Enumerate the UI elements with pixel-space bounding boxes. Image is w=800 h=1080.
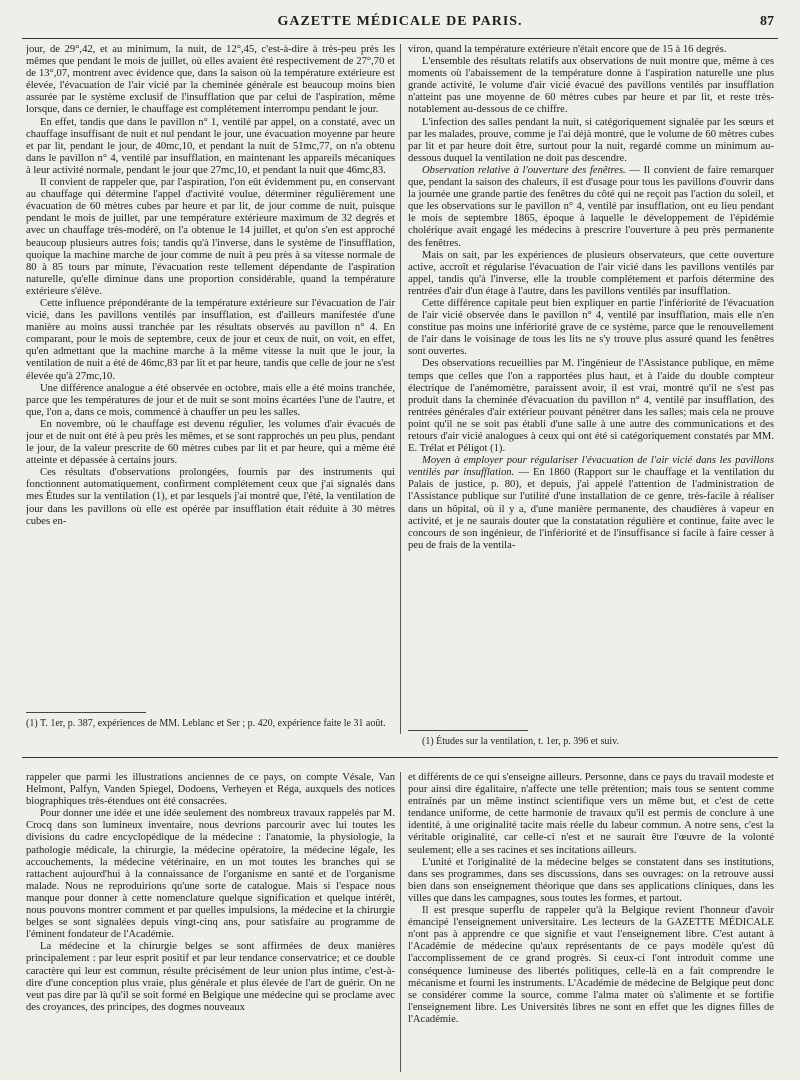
paragraph: Des observations recueillies par M. l'ingénieur de l'Assistance publique, en même temps que celles que l'on a rapportées plus haut, et à l'aide du double compteur électrique de l'anémomètre, paraissent avoir, il est vrai, montré qu'il ne s'est pas produit dans la cheminée d'évacuation du pavillon n° 4, ventilé par insufflation, des rentrées générales d'air extérieur pouvant pénétrer dans les salles; mais cela ne prouve point qu'il ne se soit pas établi d'une salle à une autre des communications et des retours d'air vicié analogues à ceux qui ont été si catégoriquement constatés par MM. E. Trélat et Péligot (1).	[408, 358, 774, 455]
column-left-top	[26, 44, 395, 704]
paragraph: En novembre, où le chauffage est devenu régulier, les volumes d'air évacués de jour et de nuit ont été à peu près les mêmes, et se sont rapprochés un peu plus, pendant le jour, de la valeur prescrite de 60 mètres cubes par lit et par heure, qui a même été atteinte et dépassée à certains jours.	[26, 418, 395, 467]
paragraph-text: — En 1860 (Rapport sur le chauffage et la ventilation du Palais de justice, p. 80), et depuis, j'ai appelé l'attention de l'administration de l'Assistance publique sur l'utilité d'une installation de ce genre, très-facile à réaliser dans un hôpital, où il y a, d'une manière permanente, des chaudières à vapeur en activité, et je ne saurais douter que la constatation régulière et continue, faite avec le concours de son ingénieur, de l'infériorité et de l'insuffisance si facile à faire cesser à peu de frais de la ventila-	[408, 467, 774, 551]
footnote-left: (1) T. 1er, p. 387, expériences de MM. Leblanc et Ser ; p. 420, expérience faite le 31 août.	[26, 718, 386, 729]
paragraph: Pour donner une idée et une idée seulement des nombreux travaux rappelés par M. Crocq dans son lumineux inventaire, nous devrions parcourir avec lui toutes les divisions du cadre encyclopédique de la médecine : l'anatomie, la physiologie, la pathologie médicale, la chirurgie, la médecine opératoire, la médecine légale, les accouchements, la médecine vétérinaire, en un mot toutes les branches qui se rattachent aujourd'hui à la connaissance de l'organisme en santé et de l'organisme malade. Nous ne reproduirions qu'une sorte de catalogue. Mais si l'espace nous manque pour donner à cette nomenclature quelque signification et quelque intérêt, nous pouvons montrer comment et par quelles impulsions, la médecine et la chirurgie belges se sont signalées depuis vingt-cinq ans, pour satisfaire au programme de l'éminent fondateur de l'Académie.	[26, 808, 395, 941]
running-title: GAZETTE MÉDICALE DE PARIS.	[277, 14, 523, 29]
paragraph: viron, quand la température extérieure n'était encore que de 15 à 16 degrés.	[408, 44, 727, 55]
footnote-right: (1) Études sur la ventilation, t. 1er, p. 396 et suiv.	[422, 736, 619, 747]
paragraph: Il est presque superflu de rappeler qu'à la Belgique revient l'honneur d'avoir émancipé l'enseignement universitaire. Les lecteurs de la GAZETTE MÉDICALE n'ont pas à apprendre ce que signifie et vaut l'enseignement libre. C'est autant à l'Académie de médecine qu'aux représentants de ce pays modèle qu'est dû l'accomplissement de ce grand progrès. Si ceux-ci l'ont introduit comme une conséquence lumineuse des libertés politiques, celle-là en a fait comprendre le mécanisme et fourni les instruments. L'Académie de médecine de Belgique peut donc se considérer comme la source, comme l'alma mater où s'alimente et se fortifie l'enseignement libre. Les Universités libres ne sont en effet que les dignes filles de l'Académie.	[408, 905, 774, 1025]
section-heading: Observation relative à l'ouverture des fenêtres.	[422, 164, 626, 176]
column-divider	[400, 772, 401, 1072]
page-number: 87	[760, 14, 774, 29]
paragraph: Mais on sait, par les expériences de plusieurs observateurs, que cette ouverture active, accroît et régularise l'évacuation de l'air vicié dans les pavillons ventilés par appel, tandis qu'à l'inverse, elle la trouble complétement et parfois détermine des rentrées d'air d'un étage à l'autre, dans les pavillons ventilés par insufflation.	[408, 249, 774, 297]
paragraph: jour, de 29°,42, et au minimum, la nuit, de 12°,45, c'est-à-dire à très-peu près les mêmes que pendant le mois de juillet, où elles avaient été respectivement de 27°,70 et de 13°,07, montrent avec évidence que, dans la saison où la température extérieure est élevée, l'évacuation de l'air vicié par la cheminée générale est beaucoup moins bien assurée par le système exclusif de l'insufflation que par celui de l'aspiration, même lorsque, dans ce dernier, le chauffage est complétement interrompu pendant le jour.	[26, 44, 395, 116]
paragraph: Cette différence capitale peut bien expliquer en partie l'infériorité de l'évacuation de l'air vicié observée dans le pavillon n° 4, ventilé par insufflation, mais elle n'en constitue pas moins une infériorité grave de ce système, parce que le renouvellement de l'air dans le voisinage de tous les lits ne s'y trouve plus assuré quand les fenêtres sont ouvertes.	[408, 297, 774, 358]
page-header	[22, 14, 778, 36]
paragraph: Il convient de rappeler que, par l'aspiration, l'on eût évidemment pu, en conservant au chauffage qui détermine l'appel d'activité voulue, déterminer régulièrement une évacuation de 60 mètres cubes par heure et par lit, de jour comme de nuit, puisque pendant le mois de juillet, par une température extérieure maximum de 32 degrés et avec un chauffage très-modéré, on l'a obtenue le 14 juillet, et qu'on s'en est approché beaucoup plusieurs autres fois; tandis qu'à l'inverse, dans le système de l'insufflation, quoique la machine marche de jour comme de nuit à peu près à sa vitesse normale de 80 à 85 tours par minute, l'évacuation reste tellement dépendante de l'aspiration naturelle, qu'elle diminue dans une proportion considérable, quand la température extérieure s'élève.	[26, 177, 395, 297]
paragraph	[408, 165, 774, 250]
paragraph: En effet, tandis que dans le pavillon n° 1, ventilé par appel, on a constaté, avec un chauffage insuffisant de nuit et nul pendant le jour, une évacuation moyenne par heure et par lit, pendant le jour, de 40mc,10, et pendant la nuit de 51mc,77, on n'a obtenu dans le pavillon n° 4, ventilé par insufflation, en maintenant les appareils mécaniques à leur activité normale, pendant le jour que 27mc,10, et pendant la nuit que 46mc,83.	[26, 116, 395, 176]
column-right-top	[408, 44, 774, 704]
paragraph: et différents de ce qui s'enseigne ailleurs. Personne, dans ce pays du travail modeste et pour ainsi dire égalitaire, n'affecte une telle prétention; mais tous se sentent comme entraînés par un même instinct scientifique vers un même but, et c'est de cette tendance uniforme, de cette harmonie de travaux qu'il est permis de conclure à une identité, à une originalité tacite mais réelle du labeur commun. A notre sens, c'est la véritable originalité, car celle-ci n'est et ne saurait être l'œuvre de la volonté seulement; elle a ses racines et ses incitations ailleurs.	[408, 772, 774, 856]
paragraph	[408, 455, 774, 552]
paragraph: Une différence analogue a été observée en octobre, mais elle a été moins tranchée, parce que les températures de jour et de nuit se sont moins écartées l'une de l'autre, et que, l'on a, dans ce mois, commencé à chauffer un peu les salles.	[26, 382, 395, 418]
column-divider	[400, 44, 401, 734]
paragraph: L'infection des salles pendant la nuit, si catégoriquement signalée par les sœurs et par les malades, prouve, comme je l'ai déjà montré, que le volume de 60 mètres cubes par lit et par heure doit être, surtout pour la nuit, regardé comme un minimum au-dessous duquel la ventilation ne doit pas descendre.	[408, 116, 774, 164]
column-left-bottom	[26, 772, 395, 1072]
paragraph: rappeler que parmi les illustrations anciennes de ce pays, on compte Vésale, Van Helmont, Palfyn, Vanden Spiegel, Dodoens, Verheyen et Réga, auxquels des notices biographiques très-étendues ont été consacrées.	[26, 772, 395, 808]
section-rule	[22, 757, 778, 758]
paragraph: La médecine et la chirurgie belges se sont affirmées de deux manières principalement : par leur esprit positif et par leur tendance conservatrice; et ce double caractère qui leur est commun, résulte précisément de leur union plus intime, c'est-à-dire d'une conception plus vraie, plus générale et plus élevée de l'art de guérir. On ne veut pas dire par là qu'il se soit formé en Belgique une médecine qui se proclame avec des croyances, des principes, des dogmes nouveaux	[26, 941, 395, 1013]
column-right-bottom	[408, 772, 774, 1072]
paragraph: L'unité et l'originalité de la médecine belges se constatent dans ses institutions, dans ses programmes, dans ses discussions, dans ses ouvrages: on la retrouve aussi bien dans son enseignement théorique que dans ses applications cliniques, dans les villes que dans les campagnes, sous toutes les formes, et partout.	[408, 856, 774, 904]
footnote-rule	[26, 712, 146, 713]
paragraph: Ces résultats d'observations prolongées, fournis par des instruments qui fonctionnent automatiquement, confirment complétement ceux que j'ai signalés dans mes Études sur la ventilation (1), et par lesquels j'ai montré que, l'été, la ventilation de jour dans les pavillons où elle est opérée par insufflation était réduite à 30 mètres cubes en-	[26, 467, 395, 527]
paragraph: L'ensemble des résultats relatifs aux observations de nuit montre que, même à ces moments où l'abaissement de la température donne à l'aspiration naturelle une plus grande activité, le volume d'air vicié évacué des pavillons ventilés par insufflation n'atteint pas une moyenne de 60 mètres cubes par heure et par lit, et reste très-notablement au-dessous de ce chiffre.	[408, 56, 774, 116]
paragraph: Cette influence prépondérante de la température extérieure sur l'évacuation de l'air vicié, dans les pavillons ventilés par insufflation, est d'ailleurs manifestée d'une manière au moins aussi tranchée par les résultats observés au pavillon n° 4. En comparant, pour le mois de septembre, ceux de jour et ceux de nuit, on voit, en effet, qu'en admettant que la machine marche à la même vitesse la nuit que le jour, la ventilation de nuit a été de 46mc,83 par lit et par heure, tandis que celle de jour ne s'est élevée qu'à 27mc,10.	[26, 297, 395, 382]
section-heading: Moyen à employer pour régulariser l'évacuation de l'air vicié dans les pavillons ventilés par insufflation.	[408, 455, 774, 479]
header-rule	[22, 38, 778, 39]
paragraph-text: — Il convient de faire remarquer que, pendant la saison des chaleurs, il est d'usage pour tous les pavillons d'ouvrir dans la journée une grande partie des fenêtres du côté qui ne reçoit pas l'action du soleil, et que les observations sur le pavillon n° 4, ventilé par insufflation, ont eu lieu pendant le mois de septembre 1865, époque à laquelle le développement de l'épidémie cholérique avait engagé les médecins à prescrire l'ouverture à peu près permanente des fenêtres.	[408, 164, 774, 249]
footnote-rule	[408, 730, 528, 731]
